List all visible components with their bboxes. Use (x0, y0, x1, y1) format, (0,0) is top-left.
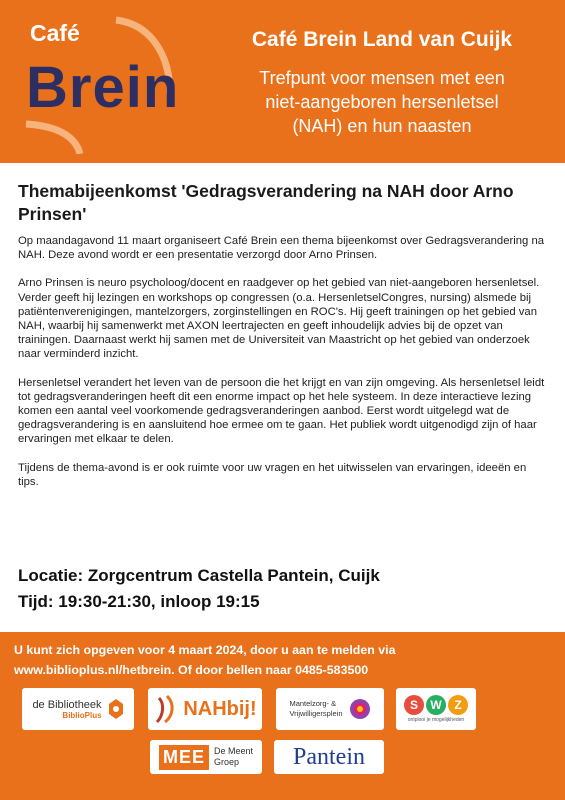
event-location: Locatie: Zorgcentrum Castella Pantein, Cuijk (18, 566, 380, 585)
footer-banner (0, 632, 565, 800)
pantein-text: Pantein (293, 743, 365, 770)
event-headline: Themabijeenkomst 'Gedragsverandering na NAH door Arno Prinsen' (18, 181, 514, 224)
mantelzorg-mark-icon (349, 698, 371, 720)
biblioplus-name: BiblioPlus (62, 710, 102, 720)
bibliotheek-logo (22, 688, 134, 730)
bibliotheek-mark-icon (108, 698, 124, 720)
nahbij-text: NAHbij! (183, 697, 257, 720)
swz-tagline: ontplooi je mogelijkheden (407, 717, 465, 723)
logo-brein-text: Brein (26, 55, 180, 120)
event-details (18, 563, 548, 615)
registration-line: U kunt zich opgeven voor 4 maart 2024, door u aan te melden via (14, 643, 396, 657)
registration-line[interactable]: www.biblioplus.nl/hetbrein. Of door bellen naar 0485-583500 (14, 663, 369, 677)
bibliotheek-name: de Bibliotheek (32, 698, 102, 711)
registration-info (14, 640, 554, 680)
subtitle-line: Trefpunt voor mensen met een (259, 68, 505, 88)
swz-s-letter: S (404, 695, 424, 715)
mee-line1: De Meent (213, 746, 254, 756)
nahbij-figure-icon (153, 694, 179, 724)
paragraph-intro: Op maandagavond 11 maart organiseert Café Brein een thema bijeenkomst over Gedragsverandering na NAH. Deze avond wordt er een presentatie verzorgd door Arno Prinsen. (18, 235, 545, 262)
cafe-brein-logo (20, 14, 200, 154)
mantelzorg-line2: Vrijwilligersplein (289, 709, 343, 718)
swz-w-letter: W (426, 695, 446, 715)
paragraph-speaker: Arno Prinsen is neuro psycholoog/docent en raadgever op het gebied van niet-aangeboren hersenletsel. Verder geeft hij lezingen en workshops op congressen (o.a. HersenletselCongres, nursing) alsmede bij patiëntenverenigingen, mantelzorgers, zorginstellingen en ROC's. Hij geeft trainingen op het gebied van NAH, waarbij hij samenwerkt met AXON leertrajecten en geeft inhoudelijk advies bij de opzet van trainingen. Daarnaast werkt hij samen met de Universiteit van Maastricht op het gebied van onderzoek naar verminderd inzicht. (18, 277, 540, 361)
header-title: Café Brein Land van Cuijk (251, 28, 513, 51)
subtitle-line: (NAH) en hun naasten (292, 116, 472, 136)
header-banner (0, 0, 565, 163)
mee-line2: Groep (213, 757, 239, 767)
mee-mark: MEE (159, 745, 209, 770)
swz-z-letter: Z (448, 695, 468, 715)
event-description (18, 234, 548, 503)
paragraph-closing: Tijdens de thema-avond is er ook ruimte voor uw vragen en het uitwisselen van ervaringen, ideeën en tips. (18, 461, 527, 488)
paragraph-topic: Hersenletsel verandert het leven van de persoon die het krijgt en van zijn omgeving. Als hersenletsel leidt tot gedragsveranderingen heeft dit een enorme impact op het hele systeem. In deze interactieve lezing komen een aantal veel voorkomende gedragsveranderingen aanbod. Eerst wordt uitgelegd wat de gedragsverandering is en aansluitend hoe ermee om te gaan. Het publiek wordt uitgenodigd zijn of haar ervaringen met elkaar te delen. (18, 376, 545, 446)
mantelzorg-line1: Mantelzorg- & (289, 699, 337, 708)
mee-logo (150, 740, 262, 774)
nahbij-logo (148, 688, 262, 730)
swz-logo (396, 688, 476, 730)
mantelzorg-logo (276, 688, 384, 730)
header-subtitle (212, 66, 552, 138)
logo-cafe-text: Café (30, 20, 80, 46)
event-time: Tijd: 19:30-21:30, inloop 19:15 (18, 592, 260, 611)
pantein-logo (274, 740, 384, 774)
subtitle-line: niet-aangeboren hersenletsel (265, 92, 499, 112)
